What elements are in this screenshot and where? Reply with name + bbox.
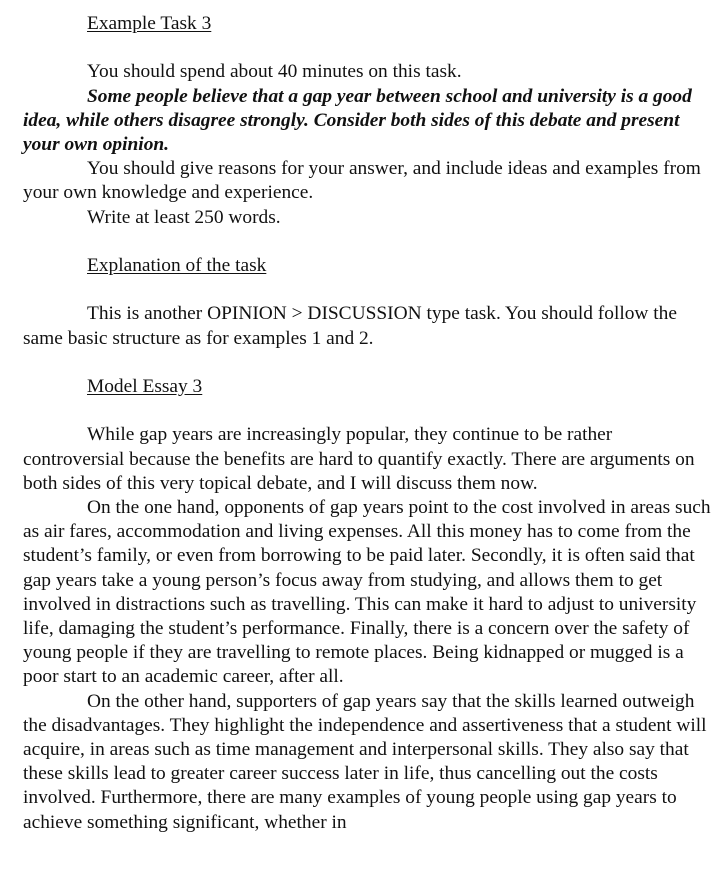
essay-paragraph-1: While gap years are increasingly popular, they continue to be rather controversial because the benefits are hard to quantify exactly. There are arguments on both sides of this very topical debate, and I will discuss them now. <box>23 424 695 494</box>
task-word-count: Write at least 250 words. <box>87 206 281 228</box>
spacer <box>23 351 713 375</box>
essay-paragraph-2: On the one hand, opponents of gap years point to the cost involved in areas such as air fares, accommodation and living expenses. All this money has to come from the student’s family, or even from borrowing to be paid later. Secondly, it is often said that gap years take a young person’s focus away from studying, and allows them to get involved in distractions such as travelling. This can make it hard to adjust to university life, damaging the student’s performance. Finally, there is a concern over the safety of young people if they are travelling to remote places. Being kidnapped or mugged is a poor start to an academic career, after all. <box>23 496 711 688</box>
task-prompt: Some people believe that a gap year between school and university is a good idea, while others disagree strongly. Consider both sides of this debate and present your own opinion. <box>23 85 692 155</box>
task-heading: Example Task 3 <box>87 13 212 34</box>
explanation-text: This is another OPINION > DISCUSSION type task. You should follow the same basic structure as for examples 1 and 2. <box>23 303 677 349</box>
explanation-heading: Explanation of the task <box>87 255 267 276</box>
spacer <box>23 36 713 60</box>
task-time-instruction: You should spend about 40 minutes on this task. <box>87 61 462 83</box>
essay-heading: Model Essay 3 <box>87 375 203 397</box>
document-page <box>23 12 713 835</box>
spacer <box>23 230 713 254</box>
spacer <box>23 399 713 423</box>
essay-paragraph-3: On the other hand, supporters of gap years say that the skills learned outweigh the disadvantages. They highlight the independence and assertiveness that a student will acquire, in areas such as time management and interpersonal skills. They also say that these skills lead to greater career success later in life, thus cancelling out the costs involved. Furthermore, there are many examples of young people using gap years to achieve something significant, whether in <box>23 690 707 833</box>
task-reasons-instruction: You should give reasons for your answer, and include ideas and examples from your own knowledge and experience. <box>23 158 701 204</box>
spacer <box>23 278 713 302</box>
